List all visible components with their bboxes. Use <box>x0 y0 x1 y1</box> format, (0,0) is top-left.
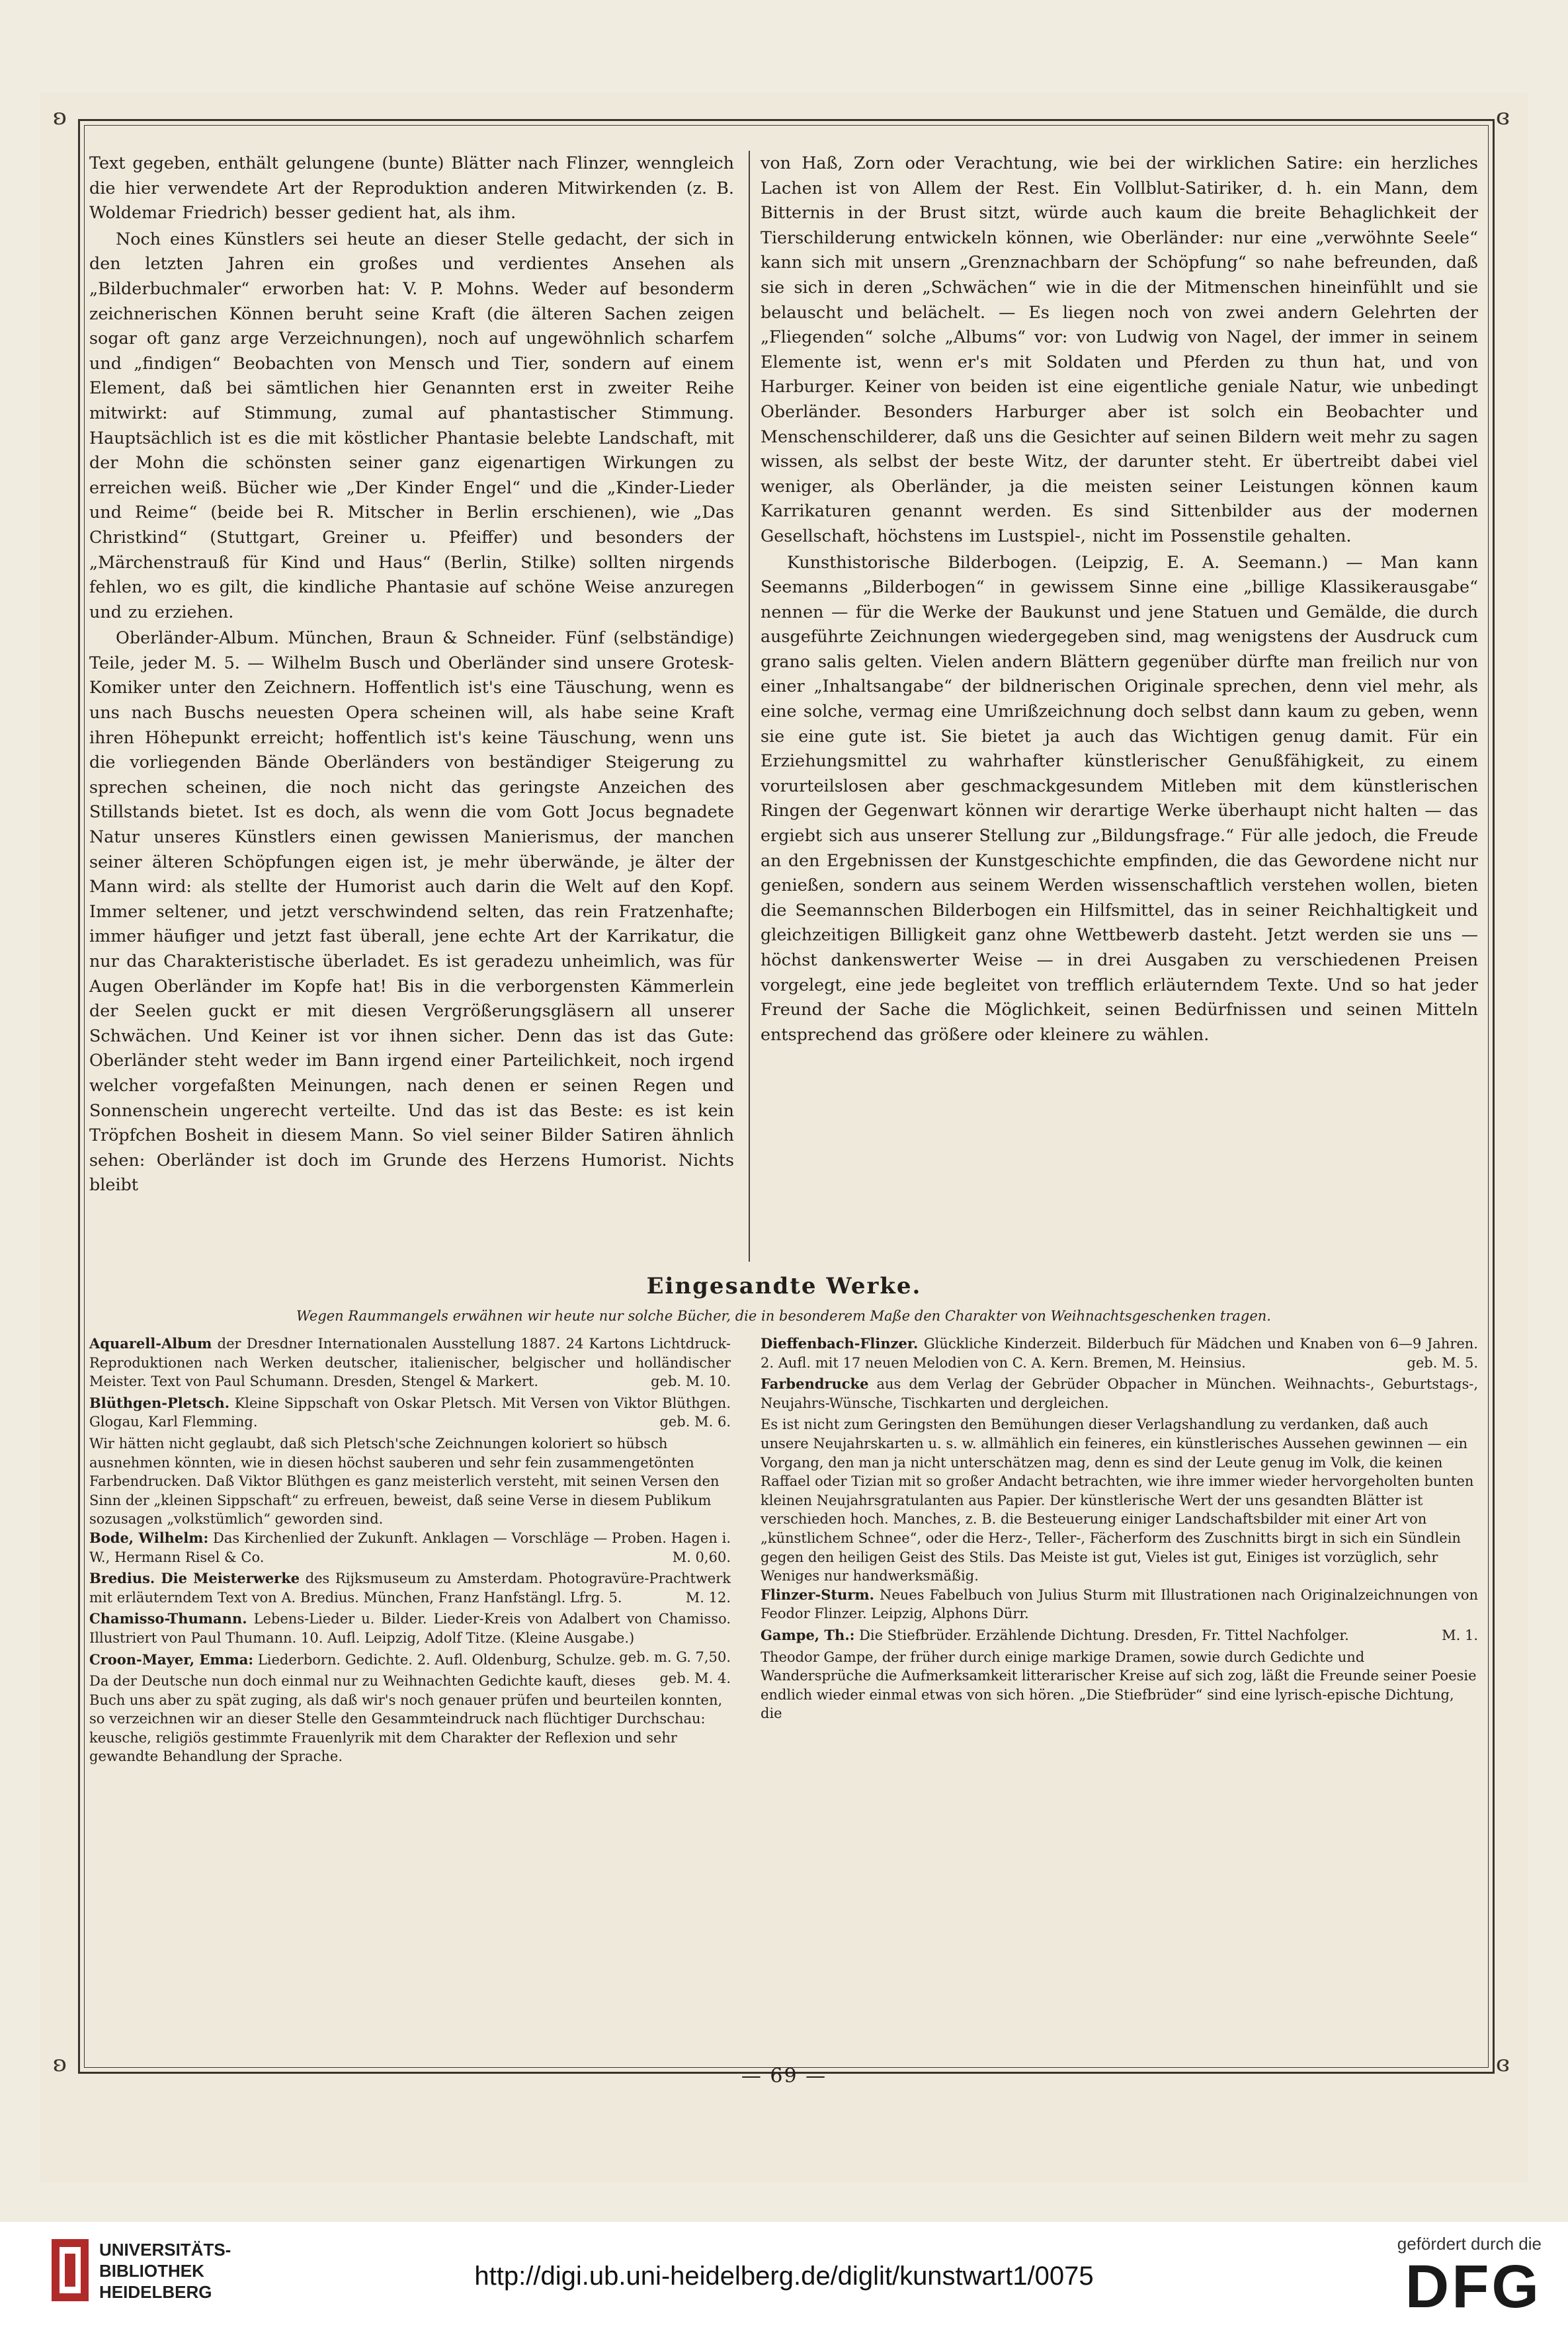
entry-text: Neues Fabelbuch von Julius Sturm mit Illustrationen nach Originalzeichnungen von Feodor Flinzer. Leipzig, Alphons Dürr. <box>761 1586 1478 1622</box>
entry-note: Da der Deutsche nun doch einmal nur zu Weihnachten Gedichte kauft, dieses Buch uns aber zu spät zuging, als daß wir's noch genauer prüfen und beurteilen konnten, so verzeichnen wir an dieser Stelle den Gesammteindruck nach flüchtiger Durchschau: keusche, religiös gestimmte Frauenlyrik mit dem Charakter der Reflexion und sehr gewandte Behandlung der Sprache. <box>89 1673 723 1765</box>
corner-ornament-bottom-right: ɞ <box>1496 2051 1510 2077</box>
entry-price: M. 12. <box>685 1589 731 1606</box>
entry-price: geb. m. G. 7,50. <box>619 1649 731 1665</box>
source-url[interactable]: http://digi.ub.uni-heidelberg.de/diglit/kunstwart1/0075 <box>474 2262 1094 2291</box>
entry-price: geb. M. 10. <box>651 1373 731 1390</box>
section-title: Eingesandte Werke. <box>646 1273 922 1299</box>
column-divider <box>749 151 750 1262</box>
entry-lead: Croon-Mayer, Emma: <box>89 1651 254 1668</box>
entry-text: Lebens-Lieder u. Bilder. Lieder-Kreis von Adalbert von Chamisso. Illustriert von Paul Thumann. 10. Aufl. Leipzig, Adolf Titze. (Kleine Ausgabe.) <box>89 1611 731 1646</box>
university-line-1: UNIVERSITÄTS- <box>99 2240 231 2260</box>
entry-text: Kleine Sippschaft von Oskar Pletsch. Mit Versen von Viktor Blüthgen. Glogau, Karl Flemming. <box>89 1395 731 1430</box>
entry-price: M. 1. <box>1442 1627 1478 1643</box>
entry-note: Es ist nicht zum Geringsten den Bemühungen dieser Verlagshandlung zu verdanken, daß auch unsere Neujahrskarten u. s. w. allmählich ein feineres, ein künstlerisches Aussehen gewinnen — ein Vorgang, den man ja nicht unterschätzen mag, denn es sind der Leute genug im Volk, die keinen Raffael oder Tizian mit so großer Andacht betrachten, wie ihre immer wieder hervorgeholten bunten kleinen Neujahrsgratulanten aus Papier. Der künstlerische Wert der uns gesandten Blätter ist verschieden hoch. Manches, z. B. die Besteuerung einiger Landschaftsbilder mit einer Art von „künstlichem Schnee“, oder die Herz-, Teller-, Fächerform des Zuschnitts birgt in sich ein Sündlein gegen den heiligen Geist des Stils. Das Meiste ist gut, Vieles ist gut, Einiges ist vorzüglich, sehr Weniges nur handwerksmäßig. <box>761 1416 1474 1584</box>
left-paragraph-2: Noch eines Künstlers sei heute an dieser Stelle gedacht, der sich in den letzten Jahren ein großes und verdientes Ansehen als „Bilderbuchmaler“ erworben hat: V. P. Mohns. Weder auf besonderm zeichnerischen Können beruht seine Kraft (die älteren Sachen zeigen sogar oft ganz arge Verzeichnungen), noch auf ungewöhnlich scharfem und „findigen“ Beobachten von Mensch und Tier, sondern auf einem Element, daß bei sämtlichen hier Genannten erst in zweiter Reihe mitwirkt: auf Stimmung, zumal auf phantastischer Stimmung. Hauptsächlich ist es die mit köstlicher Phantasie belebte Landschaft, mit der Mohn die schönsten seiner ganz eigenartigen Wirkungen zu erreichen weiß. Bücher wie „Der Kinder Engel“ und die „Kinder-Lieder und Reime“ (beide bei R. Mitscher in Berlin erschienen), wie „Das Christkind“ (Stuttgart, Greiner u. Pfeiffer) und besonders der „Märchenstrauß für Kind und Haus“ (Berlin, Stilke) sollten nirgends fehlen, wo es gilt, die kindliche Phantasie auf schöne Weise anzuregen und zu erziehen. <box>89 228 734 622</box>
book-entry <box>761 1334 1478 1372</box>
right-column <box>761 151 1478 1048</box>
dfg-logo: DFG <box>1405 2253 1542 2320</box>
funding-label: gefördert durch die <box>1397 2234 1542 2254</box>
left-paragraph-3: Oberländer-Album. München, Braun & Schneider. Fünf (selbständige) Teile, jeder M. 5. — Wilhelm Busch und Oberländer sind unsere Grotesk-Komiker unter den Zeichnern. Hoffentlich ist's eine Täuschung, wenn es uns nach Buschs neuesten Opera scheinen will, als habe seine Kraft ihren Höhepunkt erreicht; hoffentlich ist's keine Täuschung, wenn uns die vorliegenden Bände Oberländers von beständiger Steigerung zu sprechen scheinen, die noch nicht das geringste Anzeichen des Stillstands bietet. Ist es doch, als wenn die vom Gott Jocus begnadete Natur unseres Künstlers einen gewissen Manierismus, der manchen seiner älteren Schöpfungen eigen ist, je mehr überwände, je älter der Mann wird: als stellte der Humorist auch darin die Welt auf den Kopf. Immer seltener, und jetzt verschwindend selten, das rein Fratzenhafte; immer häufiger und jetzt fast überall, jene echte Art der Karrikatur, die nur das Charakteristische überladet. Es ist geradezu unheimlich, was für Augen Oberländer im Kopfe hat! Bis in die verborgensten Kämmerlein der Seelen guckt er mit diesen Vergrößerungsgläsern all unserer Schwächen. Und Keiner ist vor ihnen sicher. Denn das ist das Gute: Oberländer steht weder im Bann irgend einer Parteilichkeit, noch irgend welcher vorgefaßten Meinungen, nach denen er seinen Regen und Sonnenschein ungerecht verteilte. Und das ist das Beste: es ist kein Tröpfchen Bosheit in diesem Mann. So viel seiner Bilder Satiren ähnlich sehen: Oberländer ist doch im Grunde des Herzens Humorist. Nichts bleibt <box>89 628 734 1195</box>
entry-text: Die Stiefbrüder. Erzählende Dichtung. Dresden, Fr. Tittel Nachfolger. <box>859 1627 1349 1643</box>
book-entry <box>89 1569 731 1607</box>
book-entry <box>89 1529 731 1567</box>
left-paragraph-1: Text gegeben, enthält gelungene (bunte) Blätter nach Flinzer, wenngleich die hier verwendete Art der Reproduktion anderen Mitwirkenden (z. B. Woldemar Friedrich) besser gedient hat, als ihm. <box>89 153 734 223</box>
entry-lead: Dieffenbach-Flinzer. <box>761 1335 919 1352</box>
entry-text: der Dresdner Internationalen Ausstellung 1887. 24 Kartons Lichtdruck-Reproduktionen nach Werken deutscher, italienischer, belgischer und holländischer Meister. Text von Paul Schumann. Dresden, Stengel & Markert. <box>89 1336 731 1390</box>
left-column <box>89 151 734 1199</box>
entry-lead: Farbendrucke <box>761 1375 869 1393</box>
entry-price: geb. M. 6. <box>659 1414 731 1430</box>
corner-ornament-top-right: ɞ <box>1496 104 1510 130</box>
entry-lead: Chamisso-Thumann. <box>89 1610 247 1627</box>
entry-lead: Aquarell-Album <box>89 1335 212 1352</box>
corner-ornament-top-left: ʚ <box>53 104 67 130</box>
entry-text: Glückliche Kinderzeit. Bilderbuch für Mädchen und Knaben von 6—9 Jahren. 2. Aufl. mit 17 neuen Melodien von C. A. Kern. Bremen, M. Heinsius. <box>761 1336 1478 1371</box>
book-entry <box>761 1375 1478 1412</box>
right-paragraph-2: Kunsthistorische Bilderbogen. (Leipzig, E. A. Seemann.) — Man kann Seemanns „Bilderbogen“ in gewissem Sinne eine „billige Klassikerausgabe“ nennen — für die Werke der Baukunst und jene Statuen und Gemälde, die durch ausgeführte Zeichnungen wiedergegeben sind, mag wenigstens der Ausdruck cum grano salis gelten. Vielen andern Blättern gegenüber dürfte man freilich nur von einer „Inhaltsangabe“ der bildnerischen Originale sprechen, denn viel mehr, als eine solche, vermag eine Umrißzeichnung doch selbst dann kaum zu geben, wenn sie eine gute ist. Sie bietet ja auch das Wichtigen genug damit. Für ein Erziehungsmittel zu wahrhafter künstlerischer Genußfähigkeit, zu einem vorurteilslosen aber geschmackgesundem Mitleben mit dem künstlerischen Ringen der Gegenwart können wir derartige Werke überhaupt nicht halten — das ergiebt sich aus unserer Stellung zur „Bildungsfrage.“ Für alle jedoch, die Freude an den Ergebnissen der Kunstgeschichte empfinden, die das Gewordene nicht nur genießen, sondern aus seinem Werden wissenschaftlich verstehen wollen, bieten die Seemannschen Bilderbogen ein Hilfsmittel, das in seiner Reichhaltigkeit und gleichzeitigen Billigkeit ganz ohne Wettbewerb dasteht. Jetzt werden sie uns — höchst dankenswerter Weise — in drei Ausgaben zu verschiedenen Preisen vorgelegt, eine jede begleitet von trefflich erläuterndem Texte. Und so hat jeder Freund der Sache die Möglichkeit, seinen Bedürfnissen und seinen Mitteln entsprechend das größere oder kleinere zu wählen. <box>761 552 1478 1044</box>
entry-price: geb. M. 4. <box>659 1670 731 1687</box>
entries-left <box>89 1334 731 1766</box>
entry-text: Liederborn. Gedichte. 2. Aufl. Oldenburg, Schulze. <box>257 1651 616 1668</box>
entry-price: geb. M. 5. <box>1407 1354 1478 1371</box>
entry-lead: Flinzer-Sturm. <box>761 1586 874 1603</box>
university-line-3: HEIDELBERG <box>99 2282 212 2302</box>
entry-lead: Bode, Wilhelm: <box>89 1529 209 1546</box>
section-subtitle: Wegen Raummangels erwähnen wir heute nur solche Bücher, die in besonderem Maße den Charakter von Weihnachtsgeschenken tragen. <box>296 1308 1271 1324</box>
entry-price: M. 0,60. <box>672 1549 731 1565</box>
entries-right <box>761 1334 1478 1723</box>
book-entry <box>761 1586 1478 1623</box>
entry-lead: Blüthgen-Pletsch. <box>89 1394 230 1411</box>
right-paragraph-1: von Haß, Zorn oder Verachtung, wie bei der wirklichen Satire: ein herzliches Lachen ist von Allem der Rest. Ein Vollblut-Satiriker, d. h. ein Mann, dem Bitternis in der Brust sitzt, würde auch kaum die breite Behaglichkeit der Tierschilderung entwickeln können, wie Oberländer: nur eine „verwöhnte Seele“ kann sich mit unsern „Grenznachbarn der Schöpfung“ so nahe befreunden, daß sie sich in deren „Schwächen“ wie in die der Mitmenschen hineinfühlt und sie belauscht und belächelt. — Es liegen noch von zwei andern Gelehrten der „Fliegenden“ solche „Albums“ vor: von Ludwig von Nagel, der immer in seinem Elemente ist, wenn er's mit Soldaten und Pferden zu thun hat, und von Harburger. Keiner von beiden ist eine eigentliche geniale Natur, wie unbedingt Oberländer. Besonders Harburger aber ist solch ein Beobachter und Menschenschilderer, daß uns die Gesichter auf seinen Bildern weit mehr zu sagen wissen, als selbst der beste Witz, der darunter steht. Er übertreibt dabei viel weniger, als Oberländer, ja die meisten seiner Leistungen können kaum Karrikaturen genannt werden. Es sind Sittenbilder aus der modernen Gesellschaft, höchstens im Lustspiel-, nicht im Possenstile gehalten. <box>761 153 1478 546</box>
entry-note: Wir hätten nicht geglaubt, daß sich Pletsch'sche Zeichnungen koloriert so hübsch ausnehmen könnten, wie in diesen höchst sauberen und sehr fein zusammengetönten Farbendrucken. Daß Viktor Blüthgen es ganz meisterlich versteht, mit seinen Versen den Sinn der „kleinen Sippschaft“ zu erfreuen, beweist, daß seine Verse in diesem Publikum sozusagen „volkstümlich“ geworden sind. <box>89 1435 720 1528</box>
book-entry <box>761 1626 1478 1645</box>
corner-ornament-bottom-left: ʚ <box>53 2051 67 2077</box>
book-entry <box>89 1334 731 1391</box>
entry-lead: Gampe, Th.: <box>761 1626 855 1643</box>
entry-text: des Rijksmuseum zu Amsterdam. Photogravüre-Prachtwerk mit erläuterndem Text von A. Bredius. München, Franz Hanfstängl. Lfrg. 5. <box>89 1571 731 1606</box>
book-entry <box>89 1394 731 1432</box>
entry-lead: Bredius. Die Meisterwerke <box>89 1570 300 1587</box>
entry-text: Das Kirchenlied der Zukunft. Anklagen — Vorschläge — Proben. Hagen i. W., Hermann Risel & Co. <box>89 1530 731 1565</box>
university-line-2: BIBLIOTHEK <box>99 2261 204 2281</box>
page-number: — 69 — <box>741 2065 827 2088</box>
entry-text: aus dem Verlag der Gebrüder Obpacher in München. Weihnachts-, Geburtstags-, Neujahrs-Wünsche, Tischkarten und dergleichen. <box>761 1376 1478 1411</box>
entry-note: Theodor Gampe, der früher durch einige markige Dramen, sowie durch Gedichte und Wandersprüche die Aufmerksamkeit litterarischer Kreise auf sich zog, läßt die Freunde seiner Poesie endlich wieder einmal etwas von sich hören. „Die Stiefbrüder“ sind eine lyrisch-epische Dichtung, die <box>761 1649 1477 1722</box>
